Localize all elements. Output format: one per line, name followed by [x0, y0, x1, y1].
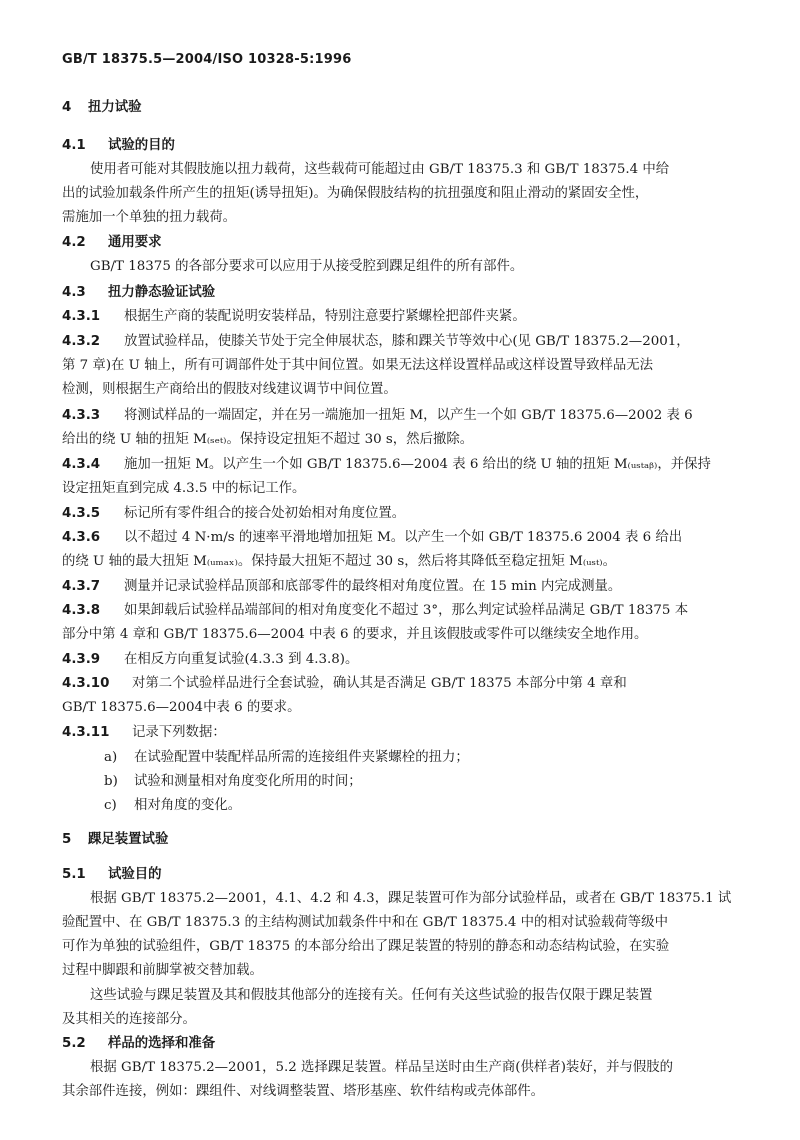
text-line-s4 [62, 100, 142, 116]
line-text: 给出的绕 U 轴的扭矩 M₍ₛₑₜ₎。保持设定扭矩不超过 30 s，然后撤除。 [62, 432, 474, 447]
text-line-s434b [62, 481, 305, 497]
text-line-p5b [62, 915, 668, 931]
section-number: 5.2 [62, 1036, 86, 1051]
line-text: 检测，则根据生产商给出的假肢对线建议调节中间位置。 [62, 382, 397, 397]
line-text: 样品的选择和准备 [108, 1036, 216, 1051]
line-text: 出的试验加载条件所产生的扭矩(诱导扭矩)。为确保假肢结构的抗扭强度和阻止滑动的紧固安全性， [62, 186, 649, 201]
line-text: 将测试样品的一端固定，并在另一端施加一扭矩 M，以产生一个如 GB/T 18375.6—2002 表 6 [124, 408, 693, 423]
line-text: 记录下列数据： [132, 725, 226, 740]
line-text: 第 7 章)在 U 轴上，所有可调部件处于其中间位置。如果无法这样设置样品或这样设置导致样品无法 [62, 358, 654, 373]
text-line-p1b [62, 186, 648, 202]
text-line-s42 [62, 235, 162, 251]
line-text: 部分中第 4 章和 GB/T 18375.6—2004 中表 6 的要求，并且该假肢或零件可以继续安全地作用。 [62, 627, 648, 642]
line-text: 根据 GB/T 18375.2—2001，5.2 选择踝足装置。样品呈送时由生产商(供样者)装好，并与假肢的 [90, 1060, 674, 1075]
section-number: 4.3.10 [62, 676, 110, 691]
text-line-p1c [62, 210, 236, 226]
line-text: 施加一扭矩 M。以产生一个如 GB/T 18375.6—2004 表 6 给出的绕 U 轴的扭矩 M₍ᵤₛₜₐᵦ₎，并保持 [124, 457, 711, 472]
line-text: 以不超过 4 N·m/s 的速率平滑地增加扭矩 M。以产生一个如 GB/T 18375.6 2004 表 6 给出 [124, 530, 683, 545]
section-number: 5.1 [62, 867, 86, 882]
section-number: 5 [62, 832, 72, 847]
line-text: 在相反方向重复试验(4.3.3 到 4.3.8)。 [124, 652, 359, 667]
list-marker: b) [104, 774, 118, 789]
line-text: 相对角度的变化。 [134, 798, 242, 813]
text-line-s436a [62, 530, 682, 546]
text-line-p5f [62, 1012, 196, 1028]
text-line-s52 [62, 1036, 215, 1052]
text-line-p6b [62, 1084, 544, 1100]
text-line-s433a [62, 408, 693, 424]
line-text: 的绕 U 轴的最大扭矩 M₍ᵤₘₐₓ₎。保持最大扭矩不超过 30 s，然后将其降低至稳定扭矩 M₍ᵤₛₜ₎。 [62, 554, 616, 569]
line-text: 使用者可能对其假肢施以扭力载荷，这些载荷可能超过由 GB/T 18375.3 和 GB/T 18375.4 中给 [90, 162, 670, 177]
line-text: 根据生产商的装配说明安装样品，特别注意要拧紧螺栓把部件夹紧。 [124, 309, 526, 324]
line-text: 可作为单独的试验组件，GB/T 18375 的本部分给出了踝足装置的特别的静态和动态结构试验，在实验 [62, 939, 670, 954]
text-line-s432c [62, 382, 397, 398]
section-number: 4.3.5 [62, 506, 101, 521]
section-number: 4.3.11 [62, 725, 110, 740]
line-text: 放置试验样品，使膝关节处于完全伸展状态，膝和踝关节等效中心(见 GB/T 18375.2—2001， [124, 334, 690, 349]
line-text: 根据 GB/T 18375.2—2001，4.1、4.2 和 4.3，踝足装置可作为部分试验样品，或者在 GB/T 18375.1 试 [90, 891, 732, 906]
text-line-p5d [62, 963, 263, 979]
line-text: 过程中脚跟和前脚掌被交替加载。 [62, 963, 263, 978]
text-line-s431 [62, 309, 526, 325]
line-text: 及其相关的连接部分。 [62, 1012, 196, 1027]
section-number: 4.1 [62, 138, 86, 153]
line-text: 扭力静态验证试验 [108, 285, 216, 300]
line-text: 踝足装置试验 [88, 832, 169, 847]
line-text: 这些试验与踝足装置及其和假肢其他部分的连接有关。任何有关这些试验的报告仅限于踝足装置 [90, 988, 653, 1003]
text-line-s41 [62, 138, 175, 154]
text-line-s432a [62, 334, 690, 350]
list-marker: a) [104, 750, 118, 765]
text-line-s4310b [62, 700, 300, 716]
line-text: 验配置中、在 GB/T 18375.3 的主结构测试加载条件中和在 GB/T 18375.4 中的相对试验载荷等级中 [62, 915, 668, 930]
line-text: 测量并记录试验样品顶部和底部零件的最终相对角度位置。在 15 min 内完成测量。 [124, 579, 622, 594]
text-line-s438a [62, 603, 688, 619]
section-number: 4.2 [62, 235, 86, 250]
line-text: 试验目的 [108, 867, 162, 882]
text-line-s43 [62, 285, 215, 301]
section-number: 4.3.7 [62, 579, 101, 594]
text-line-s432b [62, 358, 653, 374]
section-number: 4.3.1 [62, 309, 101, 324]
line-text: 通用要求 [108, 235, 162, 250]
line-text: 如果卸载后试验样品端部间的相对角度变化不超过 3°，那么判定试验样品满足 GB/T 18375 本 [124, 603, 689, 618]
text-line-s433b [62, 432, 473, 448]
section-number: 4.3 [62, 285, 86, 300]
line-text: 试验和测量相对角度变化所用的时间； [134, 774, 362, 789]
text-line-p5c [62, 939, 669, 955]
text-line-s438b [62, 627, 647, 643]
text-line-s4311 [62, 725, 226, 741]
text-line-p1a [90, 162, 669, 178]
section-number: 4.3.9 [62, 652, 101, 667]
section-number: 4.3.3 [62, 408, 101, 423]
section-number: 4 [62, 100, 72, 115]
text-line-p5e [90, 988, 652, 1004]
section-number: 4.3.8 [62, 603, 101, 618]
text-line-p6a [90, 1060, 673, 1076]
text-line-ia [104, 750, 469, 766]
text-line-ic [104, 798, 241, 814]
section-number: 4.3.4 [62, 457, 101, 472]
list-marker: c) [104, 798, 117, 813]
text-line-s437 [62, 579, 621, 595]
page-header: GB/T 18375.5—2004/ISO 10328-5:1996 [62, 52, 352, 67]
text-line-s4310a [62, 676, 627, 692]
line-text: 设定扭矩直到完成 4.3.5 中的标记工作。 [62, 481, 306, 496]
text-line-s439 [62, 652, 358, 668]
text-line-s435 [62, 506, 405, 522]
line-text: 对第二个试验样品进行全套试验，确认其是否满足 GB/T 18375 本部分中第 4 章和 [132, 676, 627, 691]
text-line-p2a [90, 259, 523, 275]
line-text: GB/T 18375 的各部分要求可以应用于从接受腔到踝足组件的所有部件。 [90, 259, 524, 274]
text-line-ib [104, 774, 362, 790]
text-line-p5a [90, 891, 731, 907]
text-line-s434a [62, 457, 711, 473]
text-line-s51 [62, 867, 162, 883]
line-text: 扭力试验 [88, 100, 142, 115]
line-text: 试验的目的 [108, 138, 175, 153]
line-text: GB/T 18375.6—2004中表 6 的要求。 [62, 700, 301, 715]
line-text: 需施加一个单独的扭力载荷。 [62, 210, 237, 225]
section-number: 4.3.2 [62, 334, 101, 349]
line-text: 标记所有零件组合的接合处初始相对角度位置。 [124, 506, 406, 521]
section-number: 4.3.6 [62, 530, 101, 545]
text-line-s5 [62, 832, 168, 848]
line-text: 在试验配置中装配样品所需的连接组件夹紧螺栓的扭力； [134, 750, 469, 765]
line-text: 其余部件连接，例如：踝组件、对线调整装置、塔形基座、软件结构或壳体部件。 [62, 1084, 545, 1099]
text-line-s436b [62, 554, 616, 570]
